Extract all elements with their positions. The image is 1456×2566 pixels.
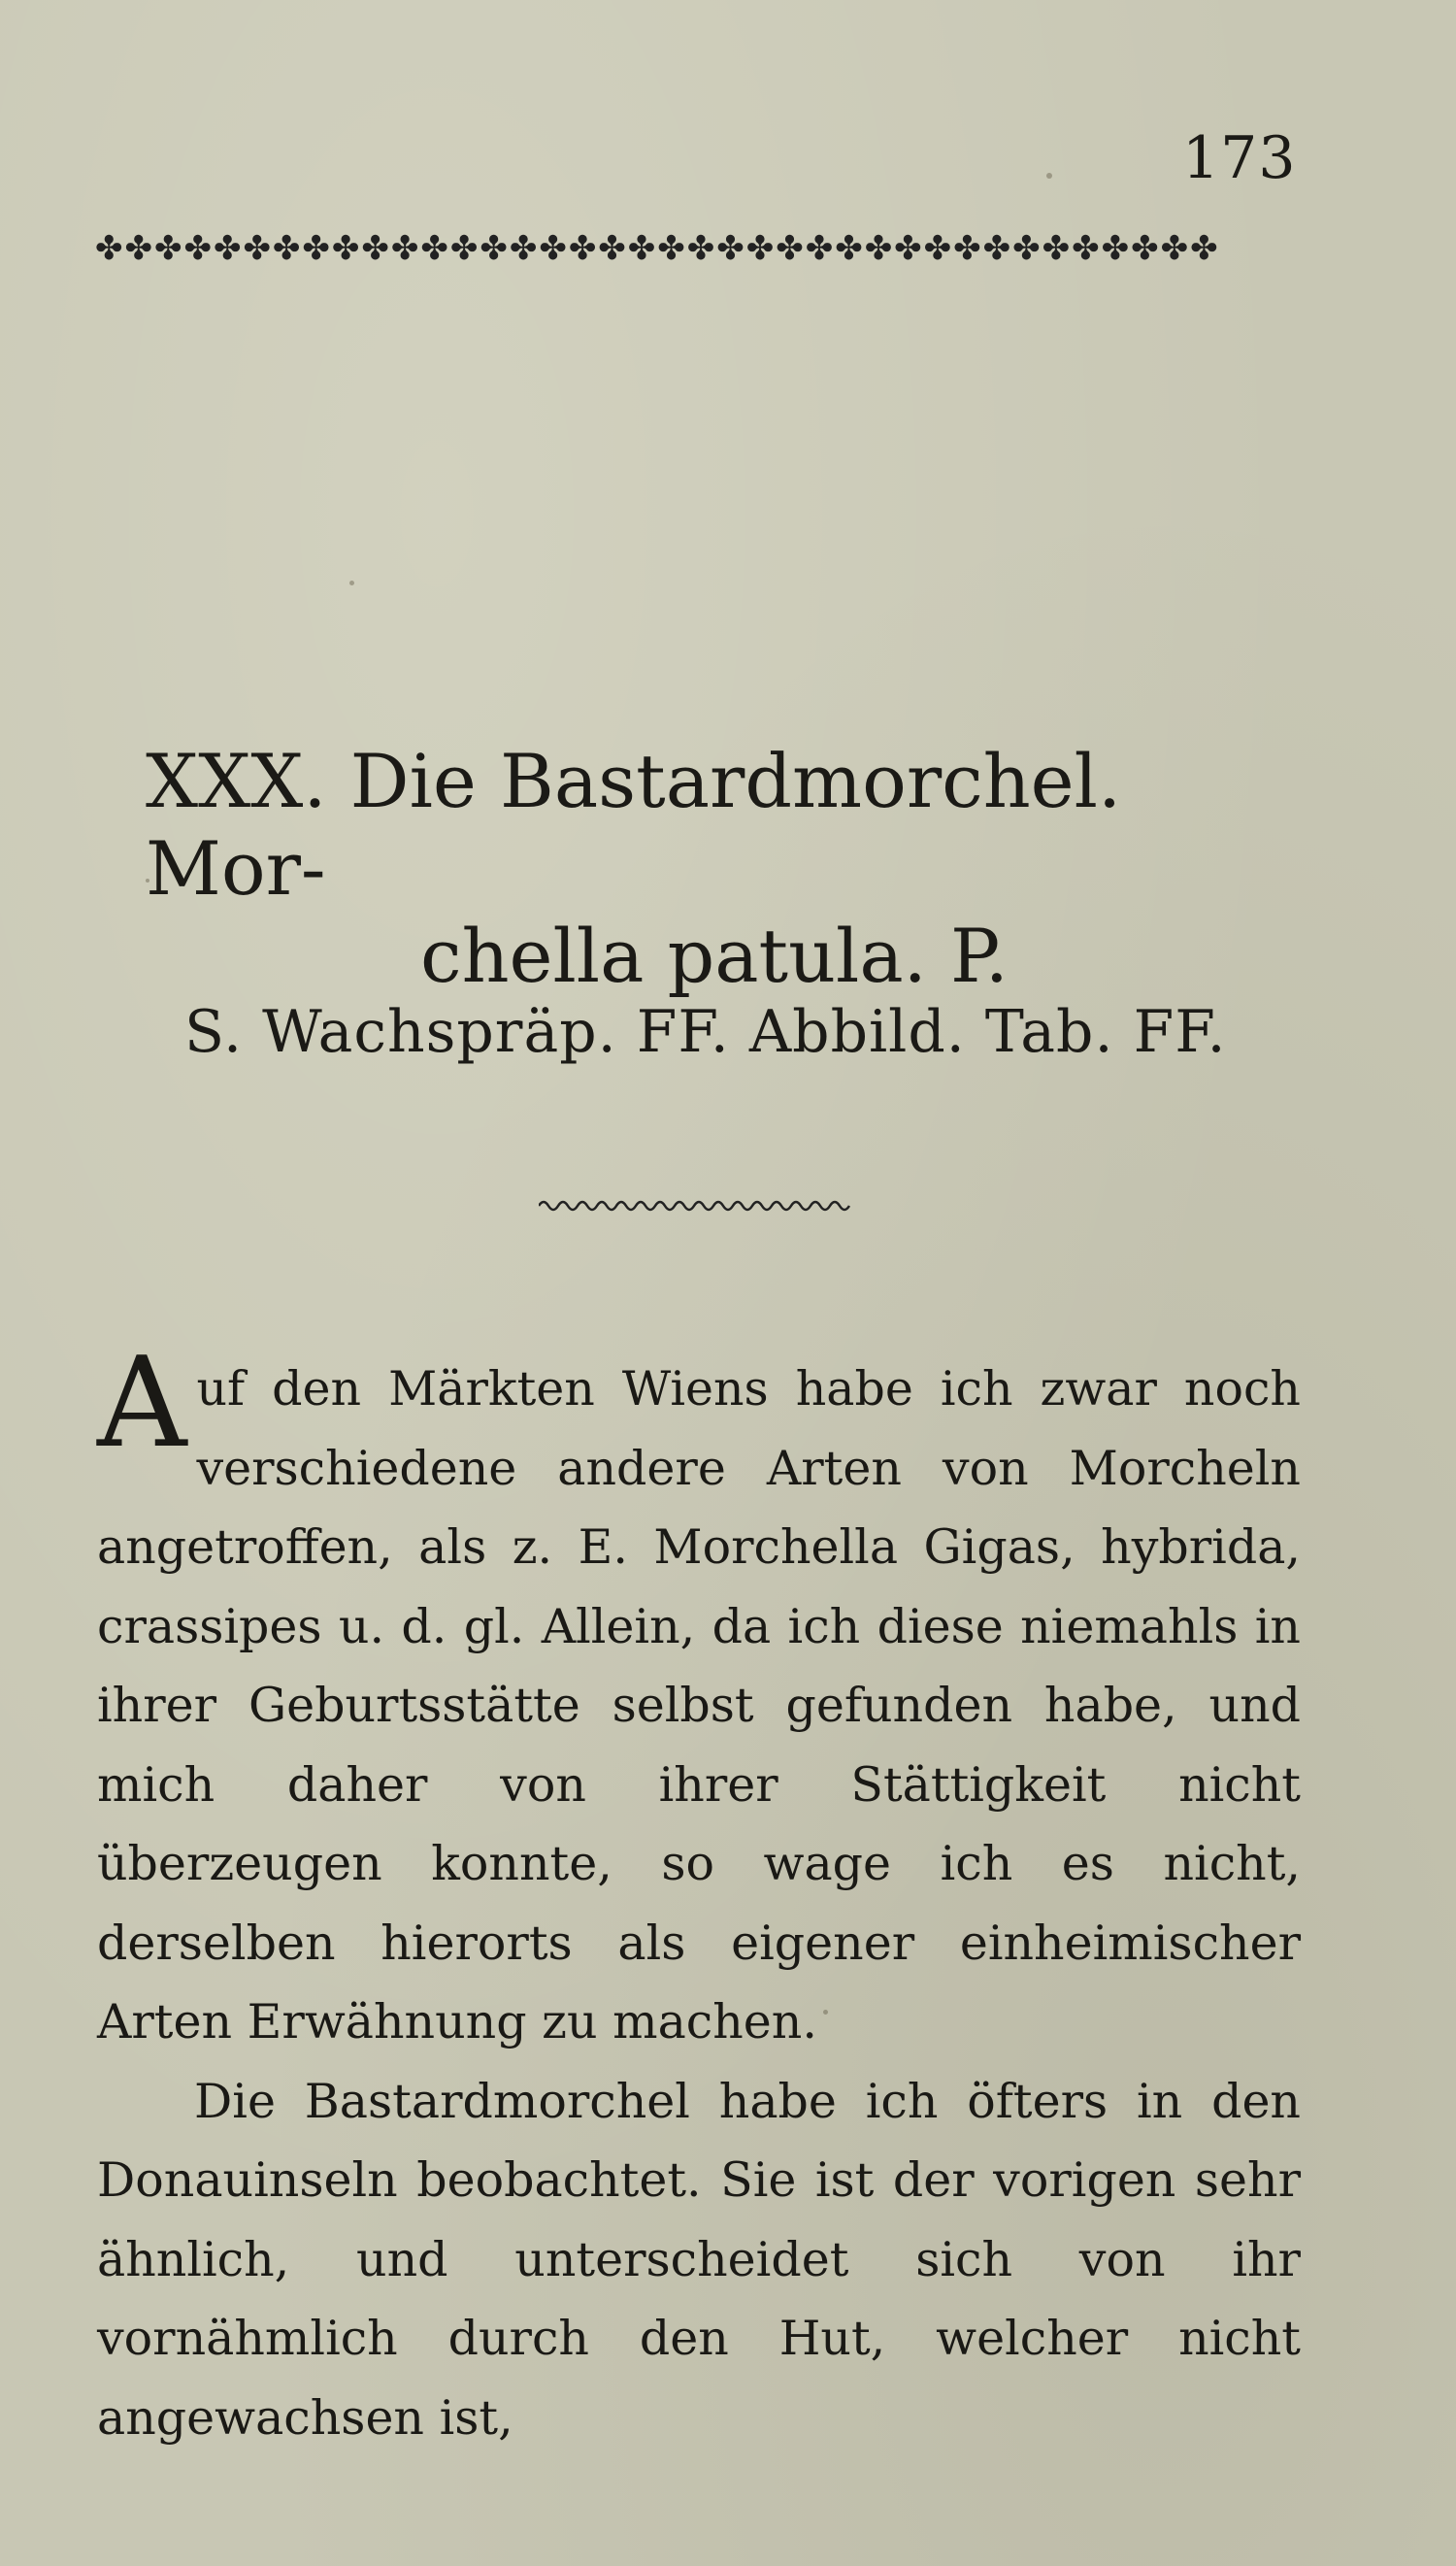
ink-speck <box>146 879 149 883</box>
chapter-heading <box>146 738 1310 1000</box>
body-text <box>97 1331 1301 2457</box>
paragraph-2: Die Bastardmorchel habe ich öfters in den Donauinseln beobachtet. Sie ist der vorigen sehr ähnlich, und unterscheidet sich von ihr vornähmlich durch den Hut, welcher nicht angewachsen ist, <box>97 2073 1301 2446</box>
ink-speck <box>1046 173 1052 179</box>
ink-speck <box>823 2010 828 2015</box>
ink-speck <box>349 581 354 585</box>
subheading: S. Wachspräp. FF. Abbild. Tab. FF. <box>184 998 1227 1066</box>
paragraph-1 <box>97 1331 1301 2062</box>
ornament-rule: ✤✤✤✤✤✤✤✤✤✤✤✤✤✤✤✤✤✤✤✤✤✤✤✤✤✤✤✤✤✤✤✤✤✤✤✤✤✤ <box>95 229 1220 268</box>
wavy-divider <box>539 1196 854 1216</box>
heading-line-2: chella patula. P. <box>420 913 1009 999</box>
drop-cap: A <box>97 1331 187 1476</box>
paragraph-1-text: uf den Märkten Wiens habe ich zwar noch verschiedene andere Arten von Morcheln angetroffen, als z. E. Morchella Gigas, hybrida, crassipes u. d. gl. Allein, da ich diese niemahls in ihrer Geburtsstätte selbst gefunden habe, und mich daher von ihrer Stättigkeit nicht überzeugen konnte, so wage ich es nicht, derselben hierorts als eigener einheimischer Arten Erwähnung zu machen. <box>97 1361 1301 2049</box>
page-number: 173 <box>1182 124 1297 192</box>
heading-line-1: XXX. Die Bastardmorchel. Mor- <box>146 738 1122 912</box>
